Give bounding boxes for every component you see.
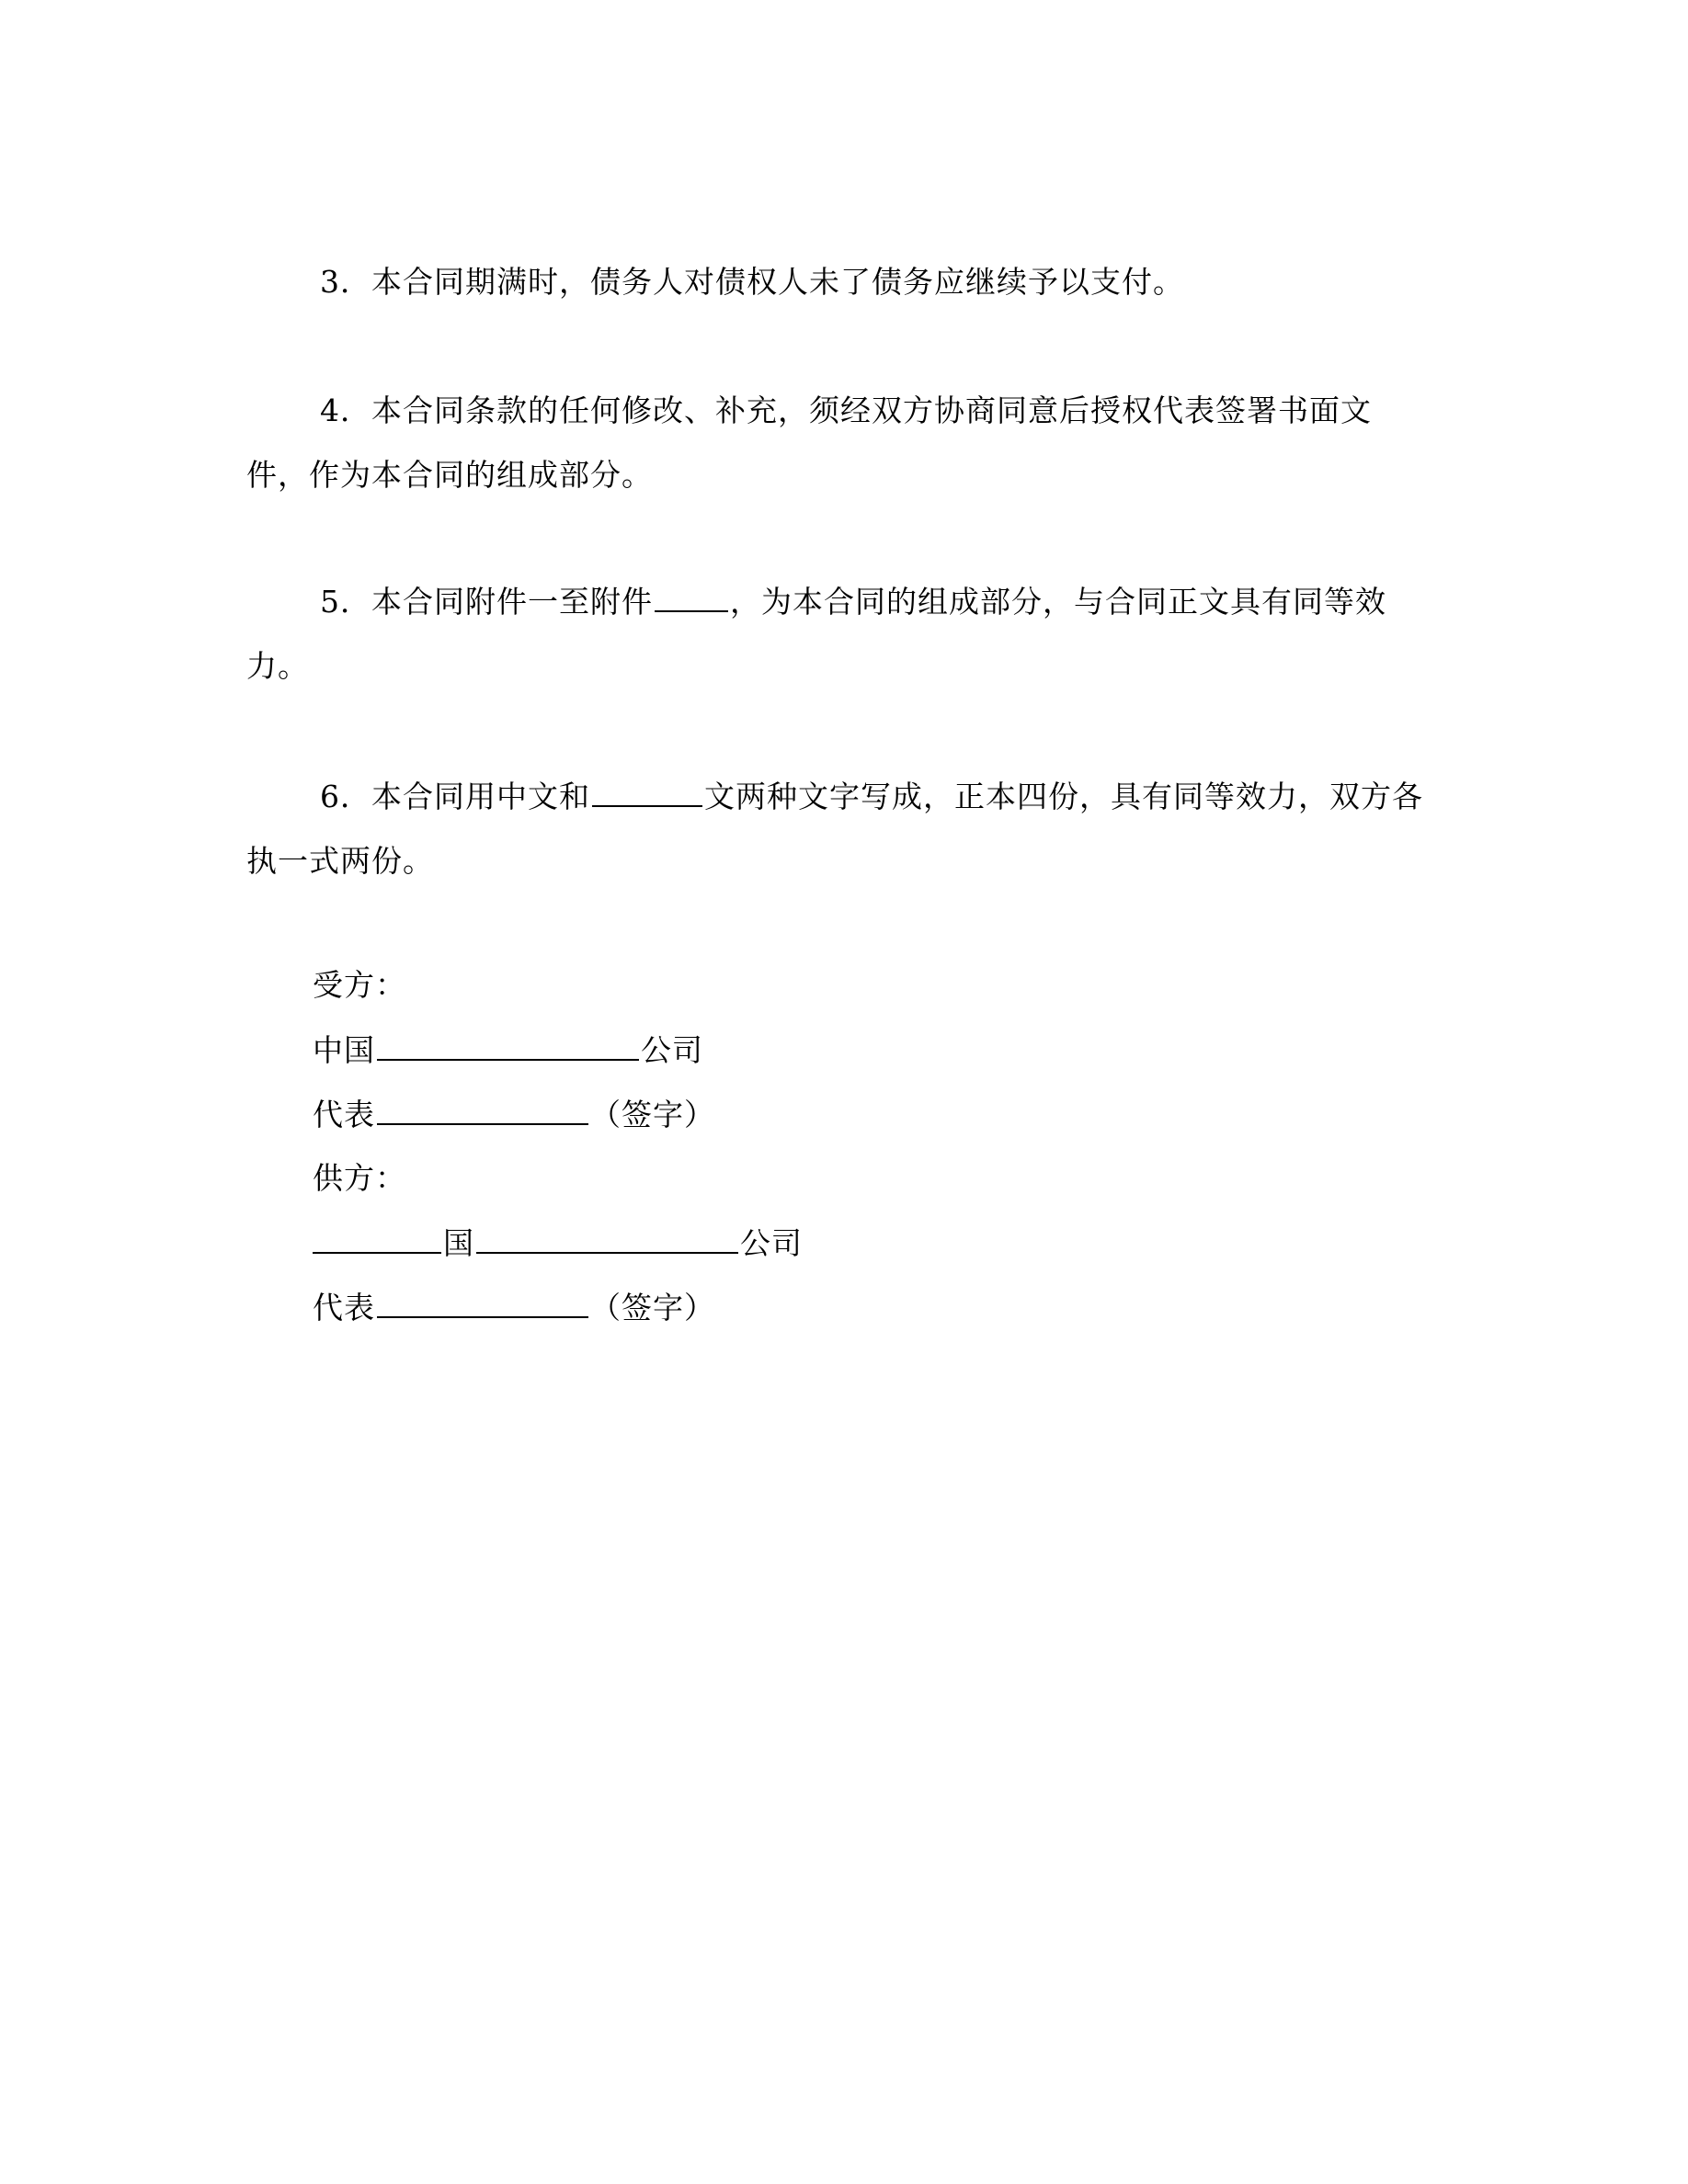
clause-6	[246, 765, 1432, 893]
clause-number: 3．	[320, 264, 371, 300]
clause-text: 本合同期满时，债务人对债权人未了债务应继续予以支付。	[371, 264, 1184, 300]
receiver-company-line	[313, 1031, 703, 1069]
clause-text-after: ，为本合同的组成部分，与合同正文具有同等效力。	[246, 584, 1386, 684]
clause-number: 4．	[320, 392, 371, 428]
supplier-rep-suffix: （签字）	[590, 1290, 715, 1325]
receiver-representative-line	[313, 1096, 715, 1133]
language-blank	[592, 778, 702, 807]
supplier-company-blank	[476, 1224, 738, 1254]
supplier-country-suffix: 国	[443, 1225, 474, 1261]
supplier-rep-label: 代表	[313, 1290, 375, 1325]
receiver-company-suffix: 公司	[641, 1032, 703, 1068]
supplier-representative-line	[313, 1289, 715, 1326]
receiver-company-blank	[377, 1031, 639, 1061]
clause-text-before: 本合同用中文和	[371, 779, 590, 814]
clause-4	[246, 379, 1432, 507]
clause-text: 本合同条款的任何修改、补充，须经双方协商同意后授权代表签署书面文件，作为本合同的组成部分。	[246, 392, 1372, 493]
clause-text-after: 文两种文字写成，正本四份，具有同等效力，双方各执一式两份。	[246, 779, 1423, 879]
receiver-company-prefix: 中国	[313, 1032, 375, 1068]
receiver-signature-blank	[377, 1096, 588, 1125]
supplier-label: 供方：	[313, 1160, 406, 1196]
clause-number: 5．	[320, 584, 371, 620]
receiver-label: 受方：	[313, 967, 406, 1003]
clause-3	[246, 250, 1432, 314]
clause-text-before: 本合同附件一至附件	[371, 584, 653, 620]
receiver-rep-suffix: （签字）	[590, 1097, 715, 1132]
clause-number: 6．	[320, 779, 371, 814]
supplier-signature-blank	[377, 1289, 588, 1318]
supplier-country-blank	[313, 1224, 441, 1254]
clause-5	[246, 570, 1432, 699]
annex-number-blank	[655, 583, 728, 612]
receiver-rep-label: 代表	[313, 1097, 375, 1132]
supplier-company-suffix: 公司	[740, 1225, 803, 1261]
supplier-company-line	[313, 1224, 803, 1262]
